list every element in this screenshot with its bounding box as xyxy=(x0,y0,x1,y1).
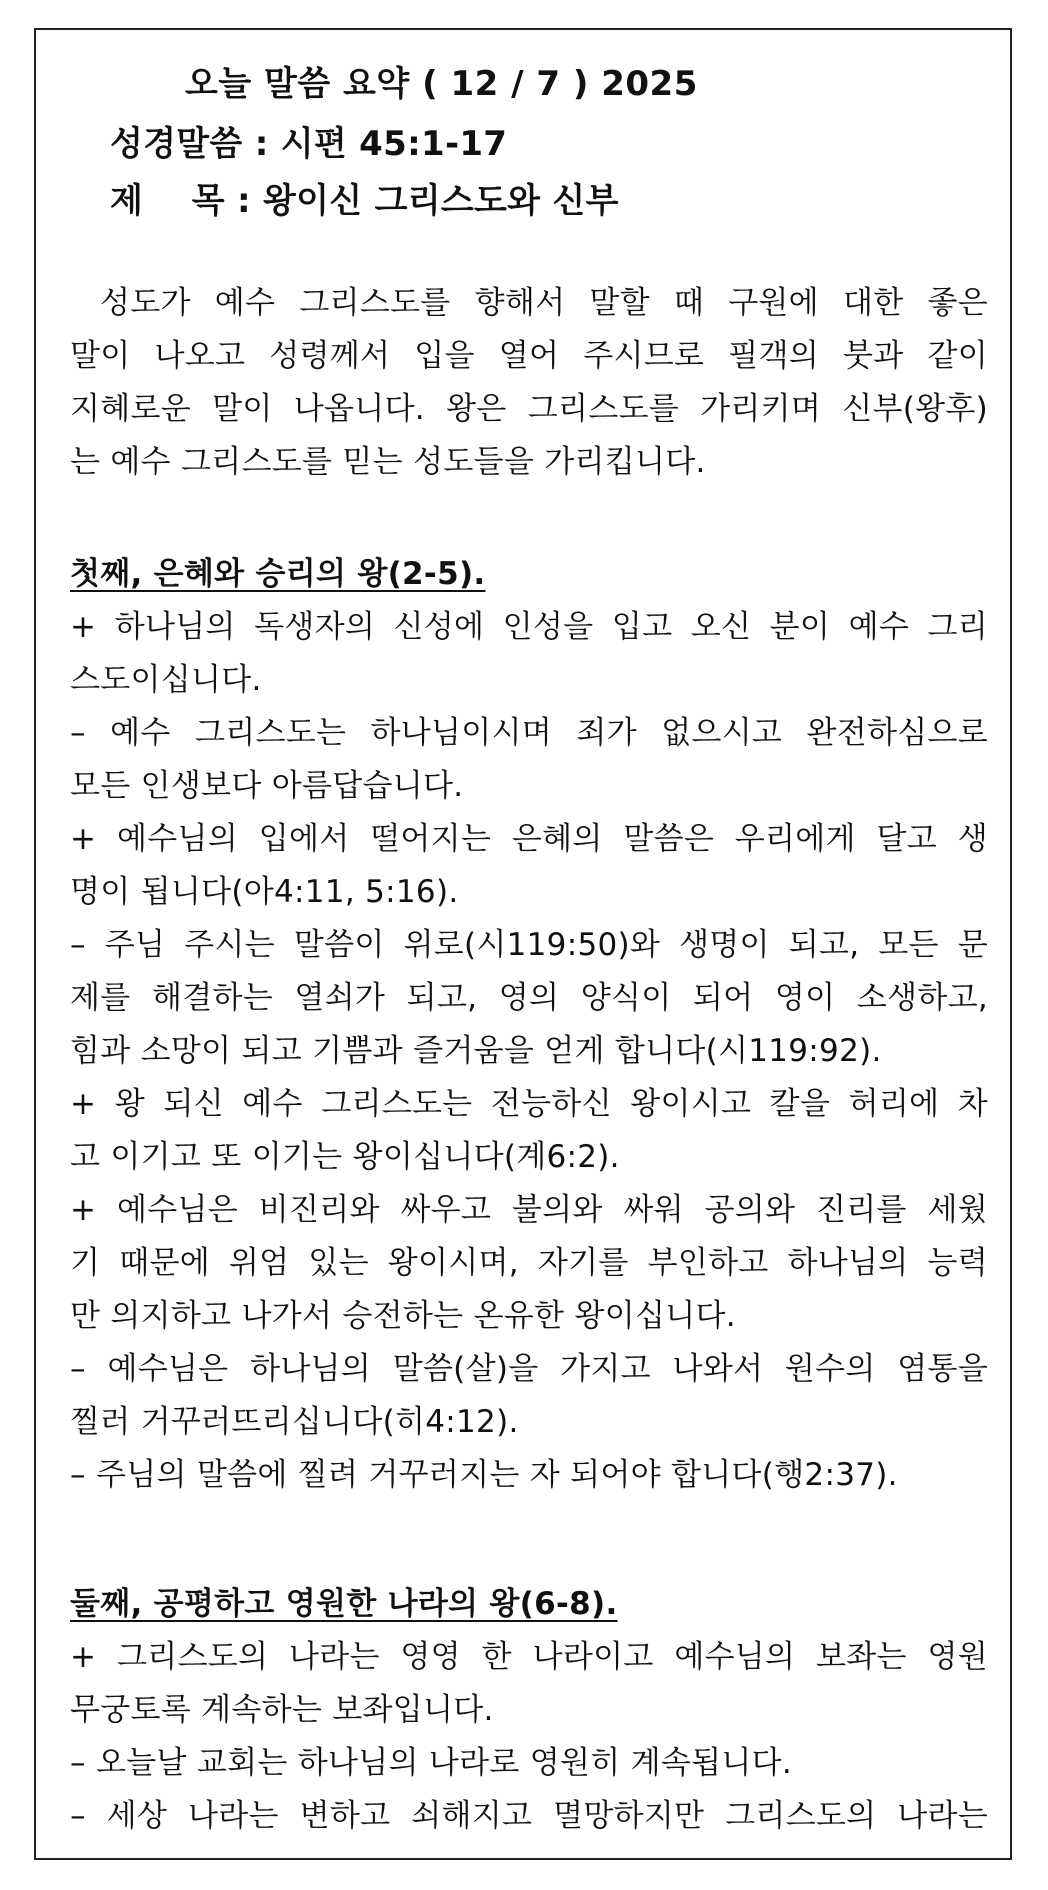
section-line: 제를 해결하는 열쇠가 되고, 영의 양식이 되어 영이 소생하고, xyxy=(70,980,988,1016)
section-line: 찔러 거꾸러뜨리십니다(히4:12). xyxy=(70,1404,519,1440)
scripture-reference: 성경말씀 : 시편 45:1-17 xyxy=(110,124,508,164)
section-line: 무궁토록 계속하는 보좌입니다. xyxy=(70,1692,494,1728)
section-line: + 하나님의 독생자의 신성에 인성을 입고 오신 분이 예수 그리 xyxy=(70,609,988,645)
section-line: – 주님 주시는 말씀이 위로(시119:50)와 생명이 되고, 모든 문 xyxy=(70,927,988,963)
section-heading: 첫째, 은혜와 승리의 왕(2-5). xyxy=(70,556,486,592)
section-line: – 오늘날 교회는 하나님의 나라로 영원히 계속됩니다. xyxy=(70,1745,793,1781)
section-line: 힘과 소망이 되고 기쁨과 즐거움을 얻게 합니다(시119:92). xyxy=(70,1033,882,1069)
sermon-subject: 제 목 : 왕이신 그리스도와 신부 xyxy=(110,181,619,221)
section-line: 스도이십니다. xyxy=(70,662,262,698)
section-line: 명이 됩니다(아4:11, 5:16). xyxy=(70,874,459,910)
section-line: + 왕 되신 예수 그리스도는 전능하신 왕이시고 칼을 허리에 차 xyxy=(70,1086,988,1122)
section-line: 만 의지하고 나가서 승전하는 온유한 왕이십니다. xyxy=(70,1298,736,1334)
section-line: + 그리스도의 나라는 영영 한 나라이고 예수님의 보좌는 영원 xyxy=(70,1639,988,1675)
intro-line: 성도가 예수 그리스도를 향해서 말할 때 구원에 대한 좋은 xyxy=(100,285,988,321)
intro-line: 말이 나오고 성령께서 입을 열어 주시므로 필객의 붓과 같이 xyxy=(70,338,988,374)
section-heading: 둘째, 공평하고 영원한 나라의 왕(6-8). xyxy=(70,1586,618,1622)
section-line: 고 이기고 또 이기는 왕이십니다(계6:2). xyxy=(70,1139,620,1175)
section-line: – 예수 그리스도는 하나님이시며 죄가 없으시고 완전하심으로 xyxy=(70,715,988,751)
intro-line: 는 예수 그리스도를 믿는 성도들을 가리킵니다. xyxy=(70,444,706,480)
section-line: – 예수님은 하나님의 말씀(살)을 가지고 나와서 원수의 염통을 xyxy=(70,1351,988,1387)
section-line: – 세상 나라는 변하고 쇠해지고 멸망하지만 그리스도의 나라는 xyxy=(70,1798,988,1834)
section-line: + 예수님의 입에서 떨어지는 은혜의 말씀은 우리에게 달고 생 xyxy=(70,821,988,857)
intro-line: 지혜로운 말이 나옵니다. 왕은 그리스도를 가리키며 신부(왕후) xyxy=(70,391,988,427)
section-line: + 예수님은 비진리와 싸우고 불의와 싸워 공의와 진리를 세웠 xyxy=(70,1192,988,1228)
section-line: – 주님의 말씀에 찔려 거꾸러지는 자 되어야 합니다(행2:37). xyxy=(70,1457,898,1493)
section-line: 모든 인생보다 아름답습니다. xyxy=(70,768,464,804)
page-title: 오늘 말씀 요약 ( 12 / 7 ) 2025 xyxy=(185,64,698,104)
section-line: 기 때문에 위엄 있는 왕이시며, 자기를 부인하고 하나님의 능력 xyxy=(70,1245,988,1281)
